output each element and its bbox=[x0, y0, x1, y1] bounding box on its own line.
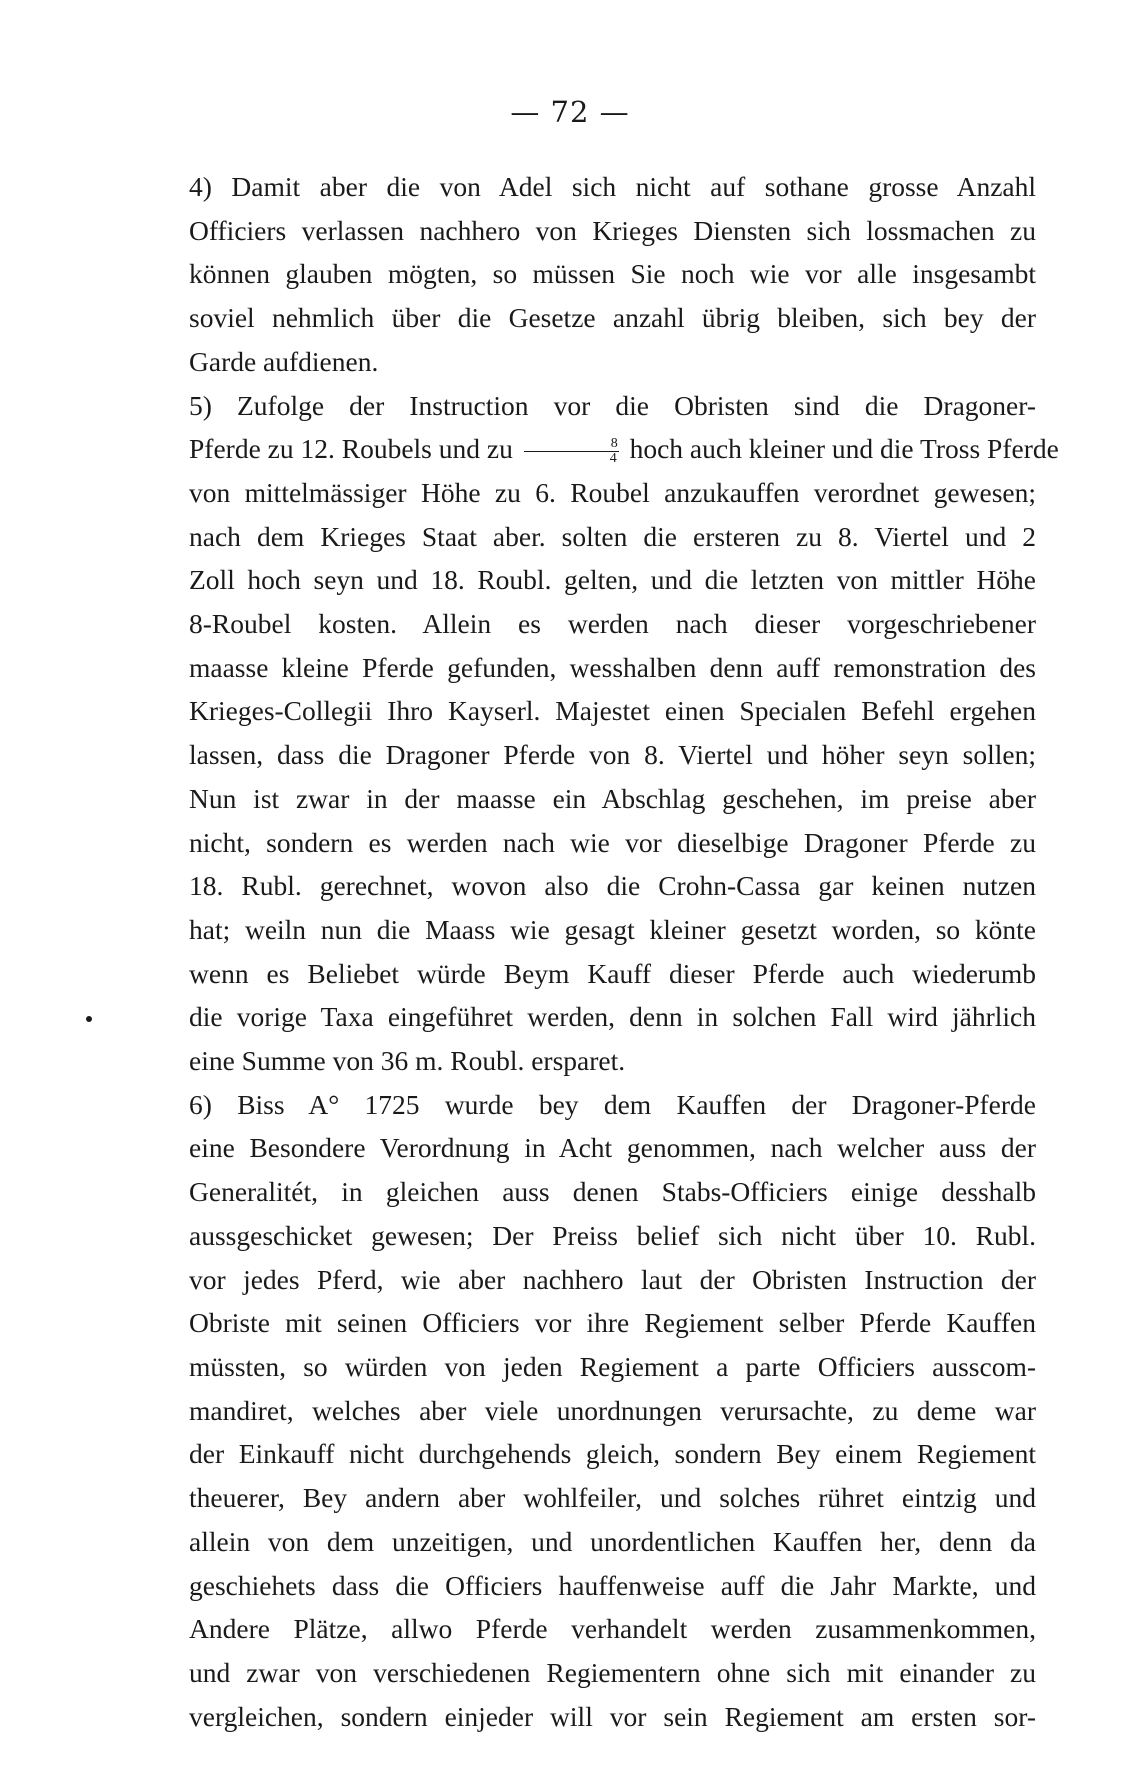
text-line: nach dem Krieges Staat aber. solten die ersteren zu 8. Viertel und 2 bbox=[189, 520, 1036, 552]
page-number: — 72 — bbox=[510, 95, 630, 129]
text-line: müssten, so würden von jeden Regiement a parte Officiers ausscom- bbox=[189, 1350, 1036, 1382]
text-line: Officiers verlassen nachhero von Krieges Diensten sich lossmachen zu bbox=[189, 214, 1036, 246]
text-line: geschiehets dass die Officiers hauffenweise auff die Jahr Markte, und bbox=[189, 1569, 1036, 1601]
text-line: Krieges-Collegii Ihro Kayserl. Majestet einen Specialen Befehl ergehen bbox=[189, 695, 1036, 727]
text-line: eine Summe von 36 m. Roubl. ersparet. bbox=[189, 1045, 626, 1077]
text-line: vergleichen, sondern einjeder will vor sein Regiement am ersten sor- bbox=[189, 1700, 1036, 1732]
fraction bbox=[524, 437, 619, 466]
margin-dot bbox=[86, 1016, 92, 1022]
text-line: Generalitét, in gleichen auss denen Stabs-Officiers einige desshalb bbox=[189, 1176, 1036, 1208]
fraction-denominator: 4 bbox=[609, 451, 617, 467]
text-line: 6) Biss A° 1725 wurde bey dem Kauffen der Dragoner-Pferde bbox=[189, 1088, 1036, 1120]
text-line: 8-Roubel kosten. Allein es werden nach dieser vorgeschriebener bbox=[189, 608, 1036, 640]
text-line: 4) Damit aber die von Adel sich nicht auf sothane grosse Anzahl bbox=[189, 171, 1036, 202]
text-line: 18. Rubl. gerechnet, wovon also die Crohn-Cassa gar keinen nutzen bbox=[189, 870, 1036, 902]
text-line: Obriste mit seinen Officiers vor ihre Regiement selber Pferde Kauffen bbox=[189, 1307, 1036, 1339]
text-line: maasse kleine Pferde gefunden, wesshalben denn auff remonstration des bbox=[189, 651, 1036, 683]
text-line: Garde aufdienen. bbox=[189, 345, 379, 377]
text-line: Nun ist zwar in der maasse ein Abschlag geschehen, im preise aber bbox=[189, 782, 1036, 814]
text-line: lassen, dass die Dragoner Pferde von 8. Viertel und höher seyn sollen; bbox=[189, 739, 1036, 771]
text-line: eine Besondere Verordnung in Acht genommen, nach welcher auss der bbox=[189, 1132, 1036, 1164]
text-line: aussgeschicket gewesen; Der Preiss belief sich nicht über 10. Rubl. bbox=[189, 1219, 1036, 1251]
text-line: von mittelmässiger Höhe zu 6. Roubel anzukauffen verordnet gewesen; bbox=[189, 476, 1036, 508]
text-line: 5) Zufolge der Instruction vor die Obristen sind die Dragoner- bbox=[189, 389, 1036, 421]
body-text bbox=[103, 165, 1059, 1738]
text-line: die vorige Taxa eingeführet werden, denn in solchen Fall wird jährlich bbox=[189, 1001, 1036, 1033]
text-line: nicht, sondern es werden nach wie vor dieselbige Dragoner Pferde zu bbox=[189, 826, 1036, 858]
text-line: hat; weiln nun die Maass wie gesagt kleiner gesetzt worden, so könte bbox=[189, 913, 1036, 945]
text-line: der Einkauff nicht durchgehends gleich, sondern Bey einem Regiement bbox=[189, 1438, 1036, 1470]
text-line: soviel nehmlich über die Gesetze anzahl übrig bleiben, sich bey der bbox=[189, 302, 1036, 334]
fraction-numerator: 8 bbox=[524, 437, 619, 452]
text-line: theuerer, Bey andern aber wohlfeiler, und solches rühret eintzig und bbox=[189, 1482, 1036, 1514]
text-line-head: Pferde zu 12. Roubels und zu bbox=[189, 433, 513, 465]
text-line: Andere Plätze, allwo Pferde verhandelt werden zusammenkommen, bbox=[189, 1613, 1036, 1645]
text-line: wenn es Beliebet würde Beym Kauff dieser Pferde auch wiederumb bbox=[189, 957, 1036, 989]
text-line-with-fraction bbox=[103, 427, 1059, 471]
paragraph-4 bbox=[103, 165, 1036, 384]
text-line: vor jedes Pferd, wie aber nachhero laut der Obristen Instruction der bbox=[189, 1263, 1036, 1295]
text-line: und zwar von verschiedenen Regiementern ohne sich mit einander zu bbox=[189, 1656, 1036, 1688]
text-line-tail: hoch auch kleiner und die Tross Pferde bbox=[629, 433, 1059, 465]
text-line: mandiret, welches aber viele unordnungen verursachte, zu deme war bbox=[189, 1394, 1036, 1426]
paragraph-6 bbox=[103, 1083, 1036, 1739]
paragraph-5 bbox=[103, 384, 1059, 1083]
text-line: Zoll hoch seyn und 18. Roubl. gelten, und die letzten von mittler Höhe bbox=[189, 564, 1036, 596]
text-line: allein von dem unzeitigen, und unordentlichen Kauffen her, denn da bbox=[189, 1525, 1036, 1557]
text-line: können glauben mögten, so müssen Sie noch wie vor alle insgesambt bbox=[189, 258, 1036, 290]
